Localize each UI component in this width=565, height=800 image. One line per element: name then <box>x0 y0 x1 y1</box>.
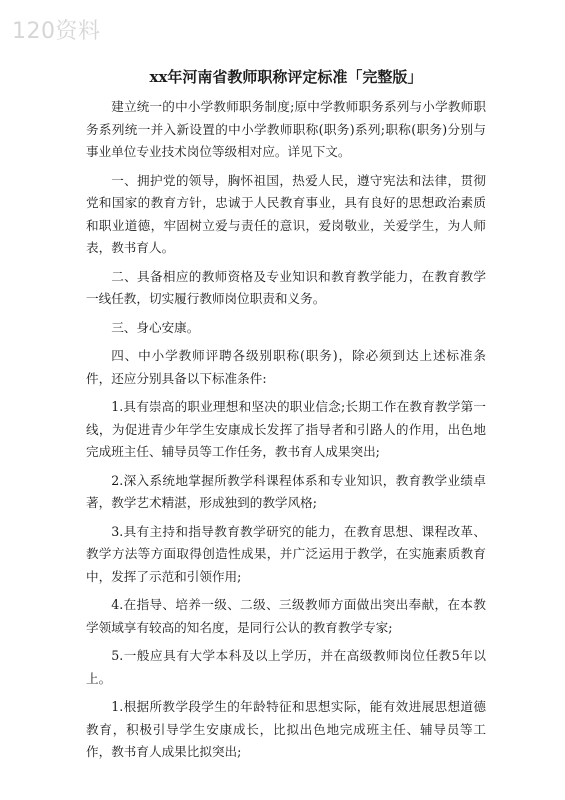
list-item-5: 5.一般应具有大学本科及以上学历，并在高级教师岗位任教5年以上。 <box>86 648 486 686</box>
paragraph-intro: 建立统一的中小学教师职务制度;原中学教师职务系列与小学教师职务系列统一并入新设置的中小学教师职称(职务)系列;职称(职务)分别与事业单位专业技术岗位等级相对应。详见下文。 <box>86 99 486 159</box>
list-item-2: 2.深入系统地掌握所教学科课程体系和专业知识，教育教学业绩卓著，教学艺术精湛，形成独到的教学风格; <box>86 472 486 510</box>
list-item-3: 3.具有主持和指导教育教学研究的能力，在教育思想、课程改革、教学方法等方面取得创造性成果，并广泛运用于教学，在实施素质教育中，发挥了示范和引领作用; <box>86 523 486 584</box>
paragraph-2: 二、具备相应的教师资格及专业知识和教育教学能力，在教育教学一线任教，切实履行教师岗位职责和义务。 <box>86 268 486 306</box>
paragraph-3: 三、身心安康。 <box>111 319 200 335</box>
paragraph-4: 四、中小学教师评聘各级别职称(职务)，除必须到达上述标准条件，还应分别具备以下标准条件: <box>86 348 486 386</box>
list-item-6: 1.根据所教学段学生的年龄特征和思想实际，能有效进展思想道德教育，积极引导学生安康成长，比拟出色地完成班主任、辅导员等工作，教书育人成果比拟突出; <box>86 699 486 759</box>
list-item-4: 4.在指导、培养一级、二级、三级教师方面做出突出奉献，在本教学领域享有较高的知名度，是同行公认的教育教学专家; <box>86 597 486 635</box>
list-item-1: 1.具有崇高的职业理想和坚决的职业信念;长期工作在教育教学第一线，为促进青少年学生安康成长发挥了指导者和引路人的作用，出色地完成班主任、辅导员等工作任务，教书育人成果突出; <box>86 399 486 459</box>
paragraph-1: 一、拥护党的领导，胸怀祖国，热爱人民，遵守宪法和法律，贯彻党和国家的教育方针，忠诚于人民教育事业，具有良好的思想政治素质和职业道德，牢固树立爱与责任的意识，爱岗敬业，关爱学生，为人师表，教书育人。 <box>86 172 486 255</box>
document-page <box>86 66 486 770</box>
watermark: 120资料 <box>12 19 101 44</box>
document-title: xx年河南省教师职称评定标准「完整版」 <box>149 68 423 86</box>
